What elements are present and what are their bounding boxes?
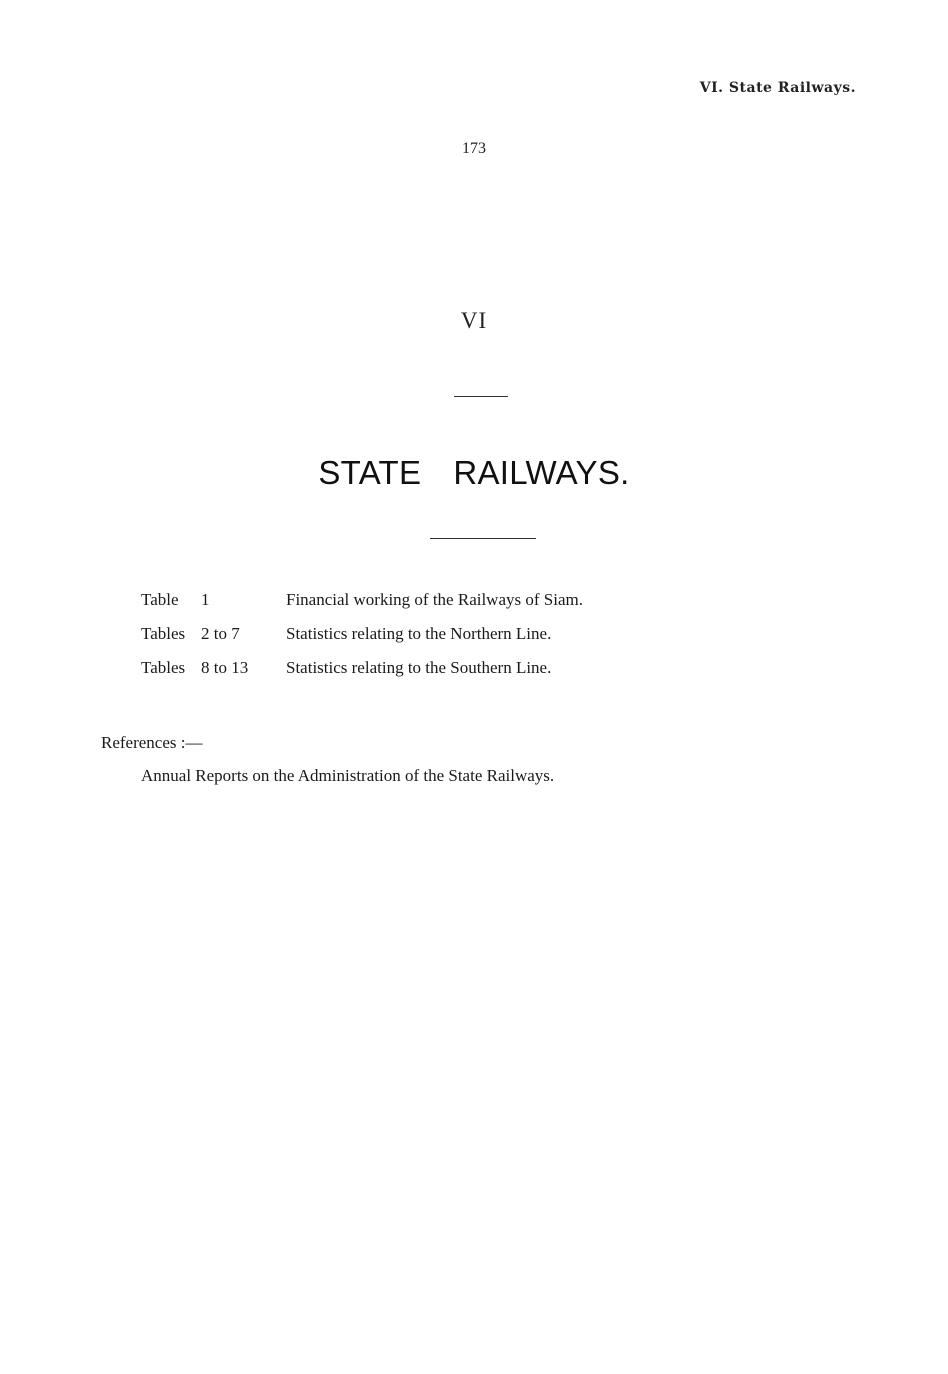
contents-label: Table (141, 590, 179, 609)
contents-label: Tables (141, 624, 186, 643)
contents-row (141, 617, 583, 651)
contents-description: Statistics relating to the Southern Line. (286, 658, 552, 677)
contents-row (141, 583, 583, 617)
section-title-word-2: RAILWAYS. (453, 454, 630, 491)
section-title-word-1: STATE (318, 454, 422, 491)
section-title (0, 454, 948, 492)
contents-description: Statistics relating to the Northern Line. (286, 624, 552, 643)
contents-label: Tables (141, 658, 186, 677)
contents-description: Financial working of the Railways of Siam. (286, 590, 583, 609)
contents-range: 2 to 7 (201, 624, 240, 643)
contents-row (141, 651, 583, 685)
contents-range: 1 (201, 590, 210, 609)
reference-item: Annual Reports on the Administration of the State Railways. (141, 766, 555, 785)
section-number: VI (460, 308, 488, 333)
divider-short (454, 396, 508, 397)
references-heading: References :— (101, 733, 203, 752)
tables-contents-list (141, 583, 583, 685)
divider-long (430, 538, 536, 539)
contents-range: 8 to 13 (201, 658, 249, 677)
running-head: VI. State Railways. (699, 80, 856, 96)
page-number: 173 (462, 140, 486, 157)
